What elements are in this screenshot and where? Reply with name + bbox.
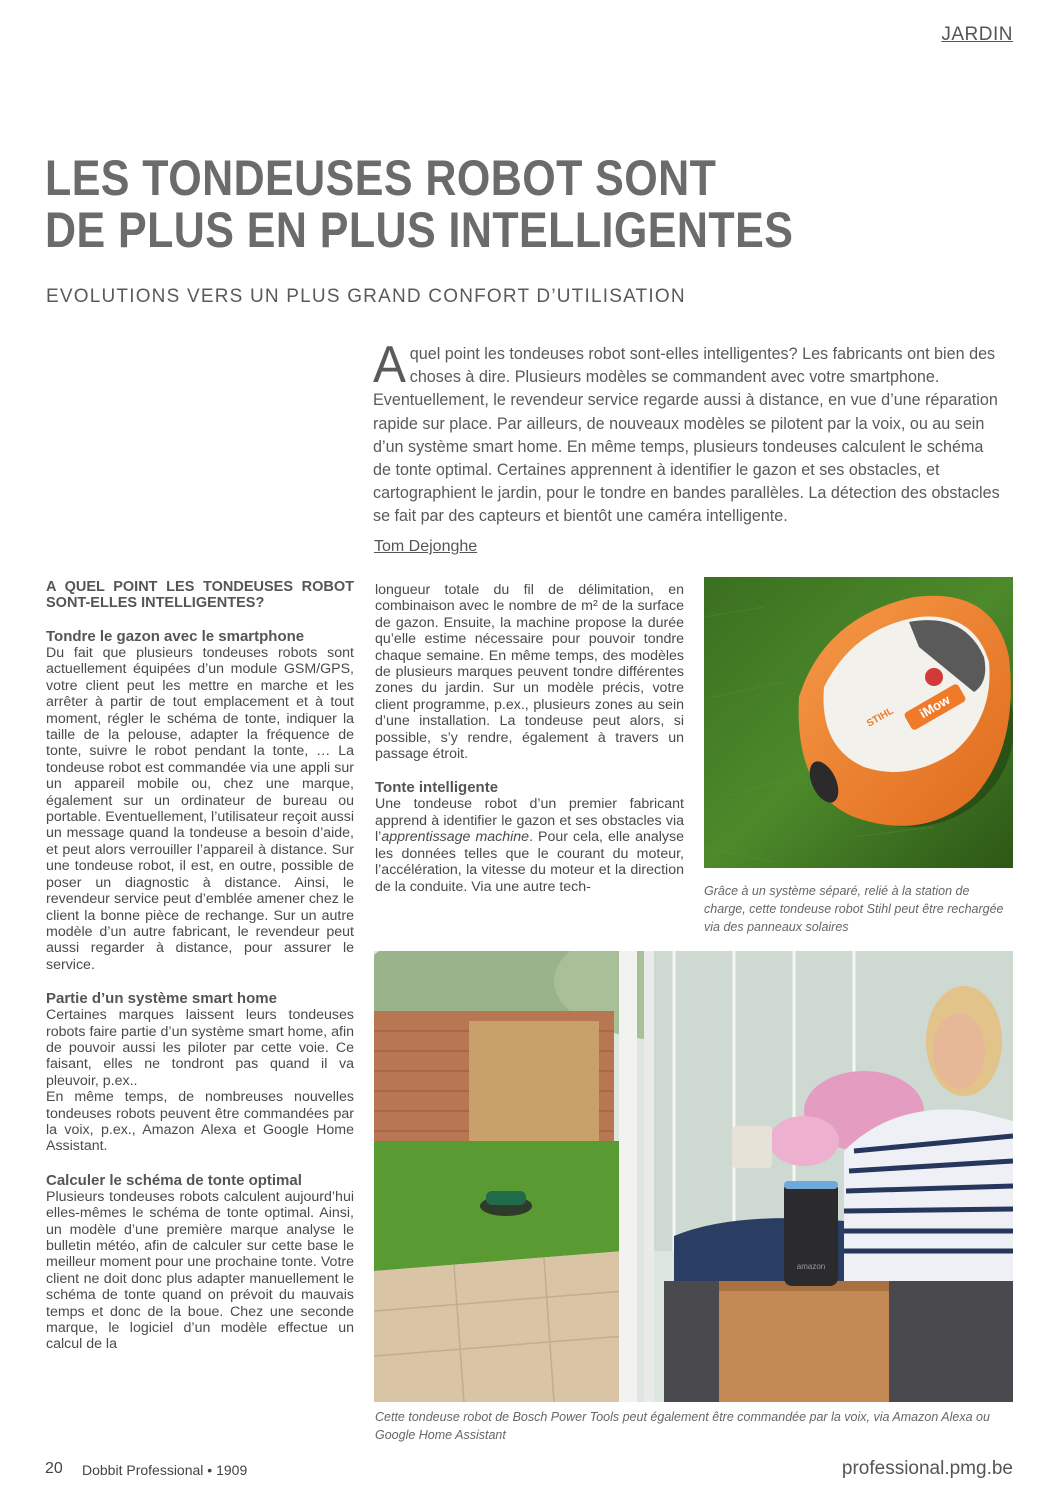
section-title-schema: Calculer le schéma de tonte optimal xyxy=(46,1171,302,1189)
section-text-smartphone: Du fait que plusieurs tondeuses robots sont actuellement équipées d’un module GSM/GPS, votre client peut les mettre en marche et les arrêter à partir de tout emplacement et à tout moment, régler le schéma de tonte, indiquer la taille de la pelouse, adapter la fréquence de tonte, suivre le robot pendant la tonte, … La tondeuse robot est commandée via une appli sur un appareil mobile ou, chez une marque, également sur un ordinateur de bureau ou portable. Eventuellement, l’utilisateur reçoit aussi un message quand la tondeuse a besoin d’aide, et peut alors verrouiller l’appareil à distance. Sur une tondeuse robot, il est, en outre, possible de poser un diagnostic à distance. Ainsi, le revendeur service peut d’emblée amener chez le client la bonne pièce de rechange. Sur un autre modèle d’un autre fabricant, le revendeur peut aussi regarder à distance, pour assurer le service. xyxy=(46,645,354,973)
section-text-smart-home-1: Certaines marques laissent leurs tondeuses robots faire partie d’un système smart home, afin de pouvoir aussi les piloter par cette voie. Ce faisant, elles ne tondront pas quand il va pleuvoir, p.ex.. xyxy=(46,1007,354,1089)
mower-maker-label: STIHL xyxy=(865,705,896,730)
website-url: professional.pmg.be xyxy=(841,1458,1013,1479)
drop-cap: A xyxy=(373,336,406,394)
speaker-label: amazon xyxy=(796,1262,826,1271)
page-number: 20 xyxy=(45,1460,63,1477)
intro-paragraph xyxy=(373,336,1000,528)
photo-stihl-mower xyxy=(704,577,1013,868)
publication-name: Dobbit Professional • 1909 xyxy=(82,1462,248,1478)
article-column-2 xyxy=(375,582,684,895)
photo1-caption: Grâce à un système séparé, relié à la station de charge, cette tondeuse robot Stihl peut être rechargée via des panneaux solaires xyxy=(704,884,1004,934)
photo-garden-smart-speaker xyxy=(374,951,1013,1402)
column-heading: A QUEL POINT LES TONDEUSES ROBOT SONT-ELLES INTELLIGENTES? xyxy=(46,579,354,611)
section-tag: JARDIN xyxy=(941,24,1013,45)
section-text-smart-home-2: En même temps, de nombreuses nouvelles tondeuses robots peuvent être commandées par la voix, p.ex., Amazon Alexa et Google Home Assistant. xyxy=(46,1089,354,1155)
section-text-intelligent: Une tondeuse robot d’un premier fabricant apprend à identifier le gazon et ses obstacles via l’apprentissage machine. Pour cela, elle analyse les données telles que le courant du moteur, l’accélération, la vitesse du moteur et la direction de la conduite. Via une autre tech- xyxy=(375,796,684,895)
headline-line-1: LES TONDEUSES ROBOT SONT xyxy=(45,150,717,206)
continuation-text: longueur totale du fil de délimitation, en combinaison avec le nombre de m² de la surface de gazon. Ensuite, la machine propose la durée qu’elle estime nécessaire pour pouvoir tondre chaque semaine. En même temps, des modèles de plusieurs marques peuvent tondre différentes zones du jardin. Sur un modèle précis, votre client programme, p.ex., plusieurs zones au sein d’une installation. La tondeuse peut alors, si possible, s’y rendre, également à travers un passage étroit. xyxy=(375,582,684,763)
italic-term: apprentissage machine xyxy=(381,829,530,846)
article-column-1 xyxy=(46,579,354,1353)
section-title-smartphone: Tondre le gazon avec le smartphone xyxy=(46,628,305,645)
garden-illustration xyxy=(374,951,1013,1402)
section-title-smart-home: Partie d’un système smart home xyxy=(46,990,277,1008)
headline-line-2: DE PLUS EN PLUS INTELLIGENTES xyxy=(45,202,794,258)
section-title-intelligent: Tonte intelligente xyxy=(375,779,499,797)
subtitle: EVOLUTIONS VERS UN PLUS GRAND CONFORT D’UTILISATION xyxy=(46,286,686,307)
mower-brand-label: iMow xyxy=(916,691,953,722)
author-byline: Tom Dejonghe xyxy=(374,538,478,555)
photo2-caption: Cette tondeuse robot de Bosch Power Tools peut également être commandée par la voix, via Amazon Alexa ou Google Home Assistant xyxy=(375,1410,990,1442)
intro-text: quel point les tondeuses robot sont-elles intelligentes? Les fabricants ont bien des choses à dire. Plusieurs modèles se commandent avec votre smartphone. Eventuellement, le revendeur service regarde aussi à distance, en vue d’une réparation rapide sur place. Par ailleurs, de nouveaux modèles se pilotent par la voix, ou au sein d’un système smart home. En même temps, plusieurs tondeuses calculent le schéma de tonte optimal. Certaines apprennent à identifier le gazon et ses obstacles, et cartographient le jardin, pour le tondre en bandes parallèles. La détection des obstacles se fait par des capteurs et bientôt une caméra intelligente. xyxy=(373,344,1000,526)
mower-illustration xyxy=(704,577,1013,868)
section-text-schema: Plusieurs tondeuses robots calculent aujourd’hui elles-mêmes le schéma de tonte optimal. Ainsi, un modèle d’une première marque analyse le bulletin météo, afin de calculer sur cette base le meilleur moment pour une prochaine tonte. Votre client ne doit donc plus adapter manuellement le schéma de tonte quand on prévoit du mauvais temps et donc de la boue. Chez une seconde marque, le logiciel d’un modèle effectue un calcul de la xyxy=(46,1188,354,1353)
headline xyxy=(45,152,819,256)
